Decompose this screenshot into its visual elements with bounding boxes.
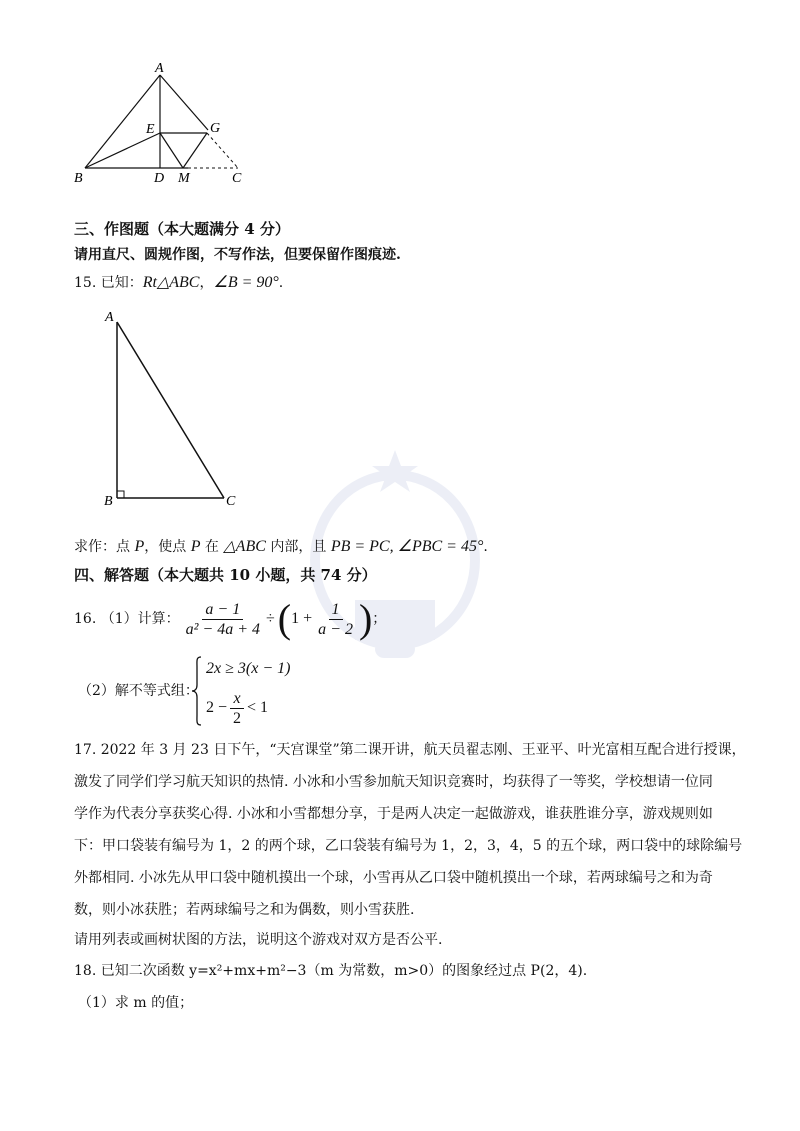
q15-condition: PB = PC, ∠PBC = 45° xyxy=(330,538,484,555)
q16-one-plus: 1 + xyxy=(291,610,313,627)
q16-ineq2-den: 2 xyxy=(233,709,242,727)
fig1-label-c: C xyxy=(232,171,242,185)
q17-line-4: 下：甲口袋装有编号为 1，2 的两个球，乙口袋装有编号为 1，2，3，4，5 的五个球，两口袋中的球除编号 xyxy=(74,838,743,854)
question-16-part-1 xyxy=(74,597,386,641)
watermark-logo xyxy=(285,440,505,680)
question-15-statement xyxy=(74,273,283,293)
fig1-label-m: M xyxy=(178,171,190,185)
section-3-heading: 三、作图题（本大题满分 4 分） xyxy=(74,220,290,238)
fig1-label-g: G xyxy=(210,121,221,136)
q16-left-paren: ( xyxy=(277,596,292,641)
q18-line-1: 18. 已知二次函数 y=x²+mx+m²−3（m 为常数，m>0）的图象经过点 P(2，4). xyxy=(74,963,588,979)
q15-req-prefix: 求作：点 xyxy=(74,539,135,555)
q17-line-6: 数，则小冰获胜；若两球编号之和为偶数，则小雪获胜. xyxy=(74,902,415,918)
section-3-instruction: 请用直尺、圆规作图，不写作法，但要保留作图痕迹. xyxy=(74,247,401,263)
right-triangle-figure xyxy=(100,305,250,515)
q15-sep: ， xyxy=(199,275,214,291)
fig1-label-a: A xyxy=(155,61,164,76)
q16-right-paren: ) xyxy=(358,596,373,641)
q16-frac2-num: 1 xyxy=(329,600,343,620)
q15-req-end: . xyxy=(483,539,488,555)
q15-label-a: A xyxy=(105,310,114,325)
section-4-heading: 四、解答题（本大题共 10 小题，共 74 分） xyxy=(74,566,377,584)
q17-line-3: 学作为代表分享获奖心得. 小冰和小雪都想分享，于是两人决定一起做游戏，谁获胜谁分享，游戏规则如 xyxy=(74,806,713,822)
q16-frac1-num: a − 1 xyxy=(202,600,243,620)
q15-label-b: B xyxy=(104,494,113,509)
q16-fraction-2 xyxy=(315,600,356,639)
q16-divide-sign: ÷ xyxy=(266,610,275,627)
fig1-label-b: B xyxy=(74,171,83,185)
q15-point-p2: P xyxy=(190,538,201,555)
fig1-label-e: E xyxy=(146,122,155,137)
question-16-part-2: （2）解不等式组： xyxy=(78,683,199,699)
q16-ineq2-b: < 1 xyxy=(247,699,269,716)
q15-req-mid3: 内部，且 xyxy=(265,539,331,555)
q15-req-mid2: 在 xyxy=(200,539,224,555)
q17-line-7: 请用列表或画树状图的方法，说明这个游戏对双方是否公平. xyxy=(74,932,443,948)
q15-triangle: △ABC xyxy=(156,274,200,291)
q15-prefix: 15. 已知： xyxy=(74,275,143,291)
q15-point-p: P xyxy=(134,538,145,555)
q16-part1-prefix: 16. （1）计算： xyxy=(74,611,180,627)
q15-rt: Rt xyxy=(142,274,157,291)
q15-angle: ∠B = 90° xyxy=(213,274,279,291)
system-brace xyxy=(191,655,203,727)
geometry-figure-abegdmc xyxy=(70,60,260,185)
q18-line-2: （1）求 m 的值； xyxy=(78,995,194,1011)
q16-fraction-1 xyxy=(183,600,263,639)
q15-label-c: C xyxy=(226,494,236,509)
q16-inequality-2 xyxy=(206,688,268,728)
q17-line-5: 外都相同. 小冰先从甲口袋中随机摸出一个球，小雪再从乙口袋中随机摸出一个球，若两球编号之和为奇 xyxy=(74,870,713,886)
q16-semicolon: ； xyxy=(372,611,387,627)
q16-frac1-den: a² − 4a + 4 xyxy=(185,620,261,638)
q16-frac2-den: a − 2 xyxy=(318,620,353,638)
q16-ineq2-fraction xyxy=(230,689,244,728)
q15-req-mid1: ，使点 xyxy=(144,539,191,555)
q17-line-1: 17. 2022 年 3 月 23 日下午，“天宫课堂”第二课开讲，航天员翟志刚、王亚平、叶光富相互配合进行授课， xyxy=(74,742,746,758)
q15-period: . xyxy=(278,275,284,291)
q15-tri: △ABC xyxy=(223,538,266,555)
q17-line-2: 激发了同学们学习航天知识的热情. 小冰和小雪参加航天知识竞赛时，均获得了一等奖，学校想请一位同 xyxy=(74,774,713,790)
q16-ineq2-a: 2 − xyxy=(206,699,228,716)
q16-ineq2-num: x xyxy=(230,689,243,709)
question-15-requirement xyxy=(74,537,488,557)
q16-inequality-1: 2x ≥ 3(x − 1) xyxy=(206,660,291,677)
fig1-label-d: D xyxy=(154,171,165,185)
